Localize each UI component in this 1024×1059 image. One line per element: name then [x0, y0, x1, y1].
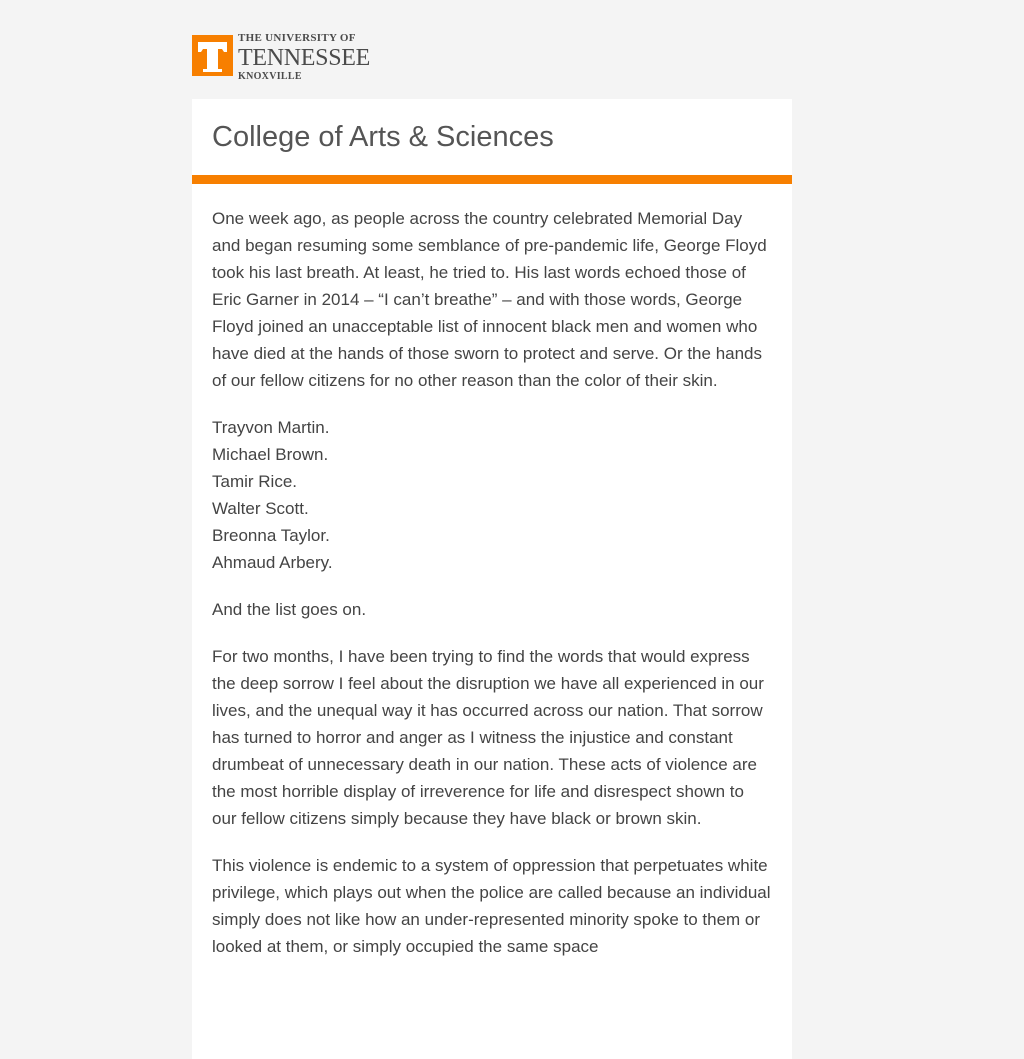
logo-line3: KNOXVILLE	[238, 71, 302, 82]
header	[192, 99, 792, 175]
paragraph: For two months, I have been trying to find the words that would express the deep sorrow I feel about the disruption we have all experienced in our lives, and the unequal way it has occurred across our nation. That sorrow has turned to horror and anger as I witness the injustice and constant drumbeat of unnecessary death in our nation. These acts of violence are the most horrible display of irreverence for life and disrespect shown to our fellow citizens simply because they have black or brown skin.	[212, 647, 764, 828]
list-item: Breonna Taylor.	[212, 526, 330, 545]
list-item: Michael Brown.	[212, 445, 329, 464]
logo-line2: TENNESSEE	[238, 45, 370, 71]
paragraph: This violence is endemic to a system of oppression that perpetuates white privilege, which plays out when the police are called because an individual simply does not like how an under-represented minority spoke to them or looked at them, or simply occupied the same space	[212, 856, 771, 956]
logo-wordmark	[238, 32, 370, 83]
university-logo[interactable]	[192, 32, 370, 83]
names-list	[212, 414, 772, 576]
page-title: College of Arts & Sciences	[212, 121, 554, 153]
list-item: Walter Scott.	[212, 499, 309, 518]
list-item: Ahmaud Arbery.	[212, 553, 333, 572]
power-t-icon	[192, 35, 233, 76]
logo-line1: THE UNIVERSITY OF	[238, 32, 356, 44]
list-item: Tamir Rice.	[212, 472, 298, 491]
accent-bar	[192, 175, 792, 184]
paragraph: One week ago, as people across the country celebrated Memorial Day and began resuming some semblance of pre-pandemic life, George Floyd took his last breath. At least, he tried to. His last words echoed those of Eric Garner in 2014 – “I can’t breathe” – and with those words, George Floyd joined an unacceptable list of innocent black men and women who have died at the hands of those sworn to protect and serve. Or the hands of our fellow citizens for no other reason than the color of their skin.	[212, 209, 767, 390]
list-item: Trayvon Martin.	[212, 418, 330, 437]
email-card	[192, 99, 792, 1059]
paragraph: And the list goes on.	[212, 600, 367, 619]
message-body	[192, 184, 792, 960]
